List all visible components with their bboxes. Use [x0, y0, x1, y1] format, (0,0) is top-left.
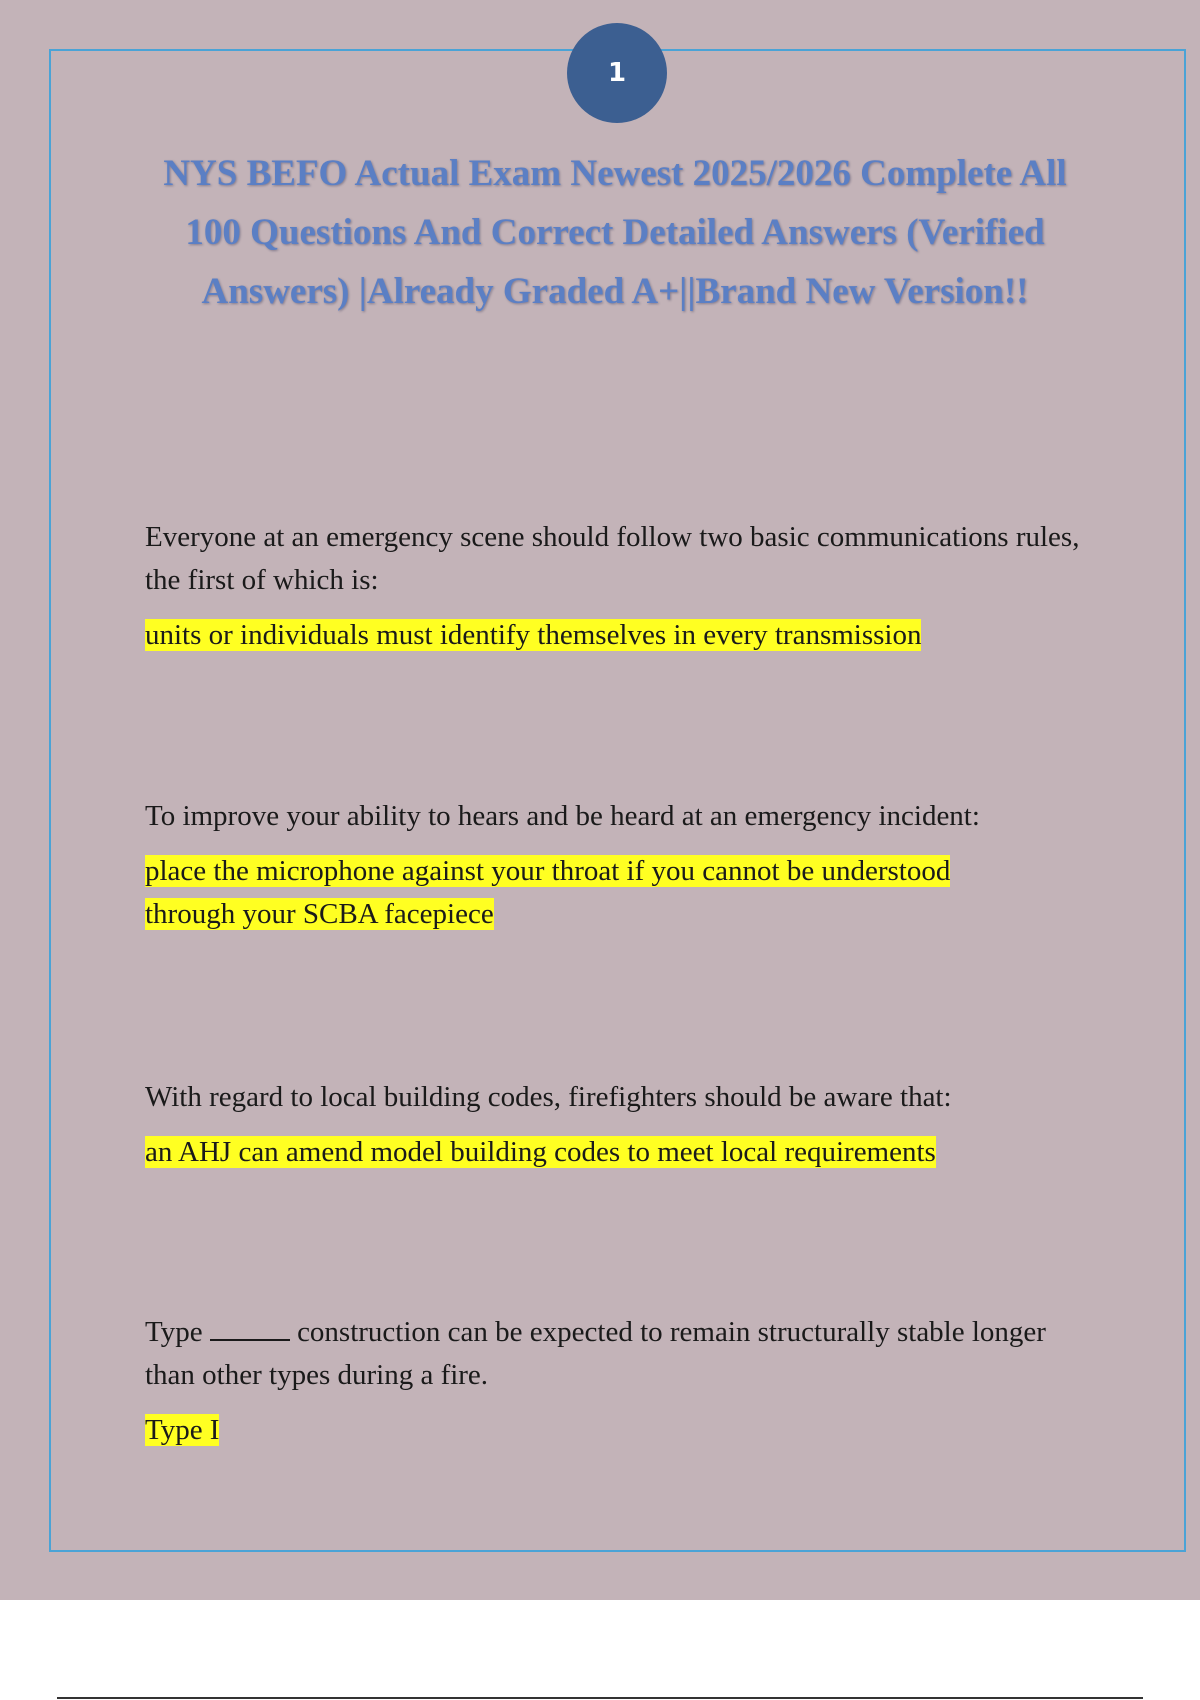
highlighted-answer: place the microphone against your throat if you cannot be understood through your SCBA facepiece	[145, 855, 951, 930]
answer-text	[145, 1131, 1105, 1174]
question-block-2	[145, 795, 1105, 936]
question-text	[145, 1311, 1075, 1397]
answer-text	[145, 850, 985, 936]
question-block-4	[145, 1311, 1105, 1452]
answer-text	[145, 1409, 1105, 1452]
question-text: To improve your ability to hears and be heard at an emergency incident:	[145, 800, 980, 832]
question-block-1	[145, 516, 1105, 657]
fill-in-blank	[210, 1317, 290, 1341]
question-text: Everyone at an emergency scene should follow two basic communications rules, the first of which is:	[145, 521, 1080, 596]
page-number-badge	[567, 23, 667, 123]
question-text-before-blank: Type	[145, 1316, 203, 1348]
highlighted-answer: an AHJ can amend model building codes to meet local requirements	[145, 1136, 936, 1168]
document-title: NYS BEFO Actual Exam Newest 2025/2026 Complete All 100 Questions And Correct Detailed Answers (Verified Answers) |Already Graded A+||Brand New Version!!	[163, 153, 1067, 312]
question-text: With regard to local building codes, firefighters should be aware that:	[145, 1081, 952, 1113]
answer-text	[145, 614, 1105, 657]
question-block-3	[145, 1076, 1105, 1174]
question-text-after-blank: construction can be expected to remain structurally stable longer than other types during a fire.	[145, 1316, 1046, 1391]
page-number: 1	[607, 58, 627, 88]
highlighted-answer: Type I	[145, 1414, 220, 1446]
footer-divider	[57, 1697, 1143, 1699]
highlighted-answer: units or individuals must identify themselves in every transmission	[145, 619, 922, 651]
